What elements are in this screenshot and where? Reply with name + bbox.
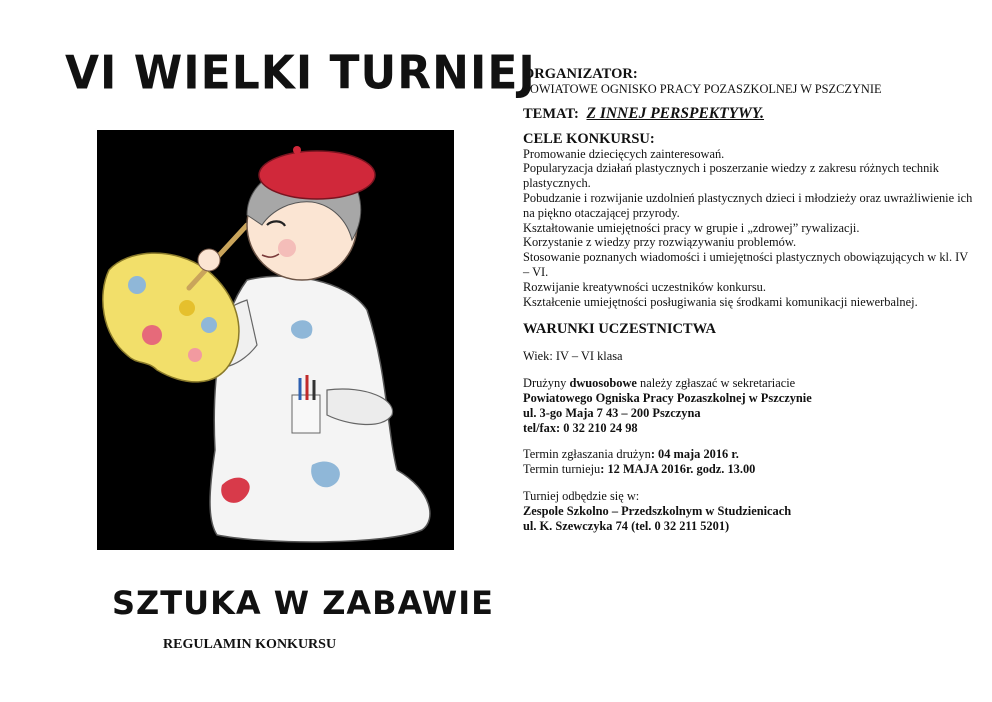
school-address: ul. 3-go Maja 7 43 – 200 Pszczyna (523, 405, 701, 420)
regulation-caption: REGULAMIN KONKURSU (163, 637, 337, 652)
deadline-line: Termin zgłaszania drużyn: 04 maja 2016 r. (523, 447, 739, 462)
topic-value: Z INNEJ PERSPEKTYWY. (586, 104, 765, 122)
goal-item: Kształtowanie umiejętności pracy w grupie i „zdrowej” rywalizacji. (523, 220, 860, 235)
organizer-heading: ORGANIZATOR: (523, 66, 638, 82)
topic-line (523, 104, 973, 122)
teams-line: Drużyny dwuosobowe należy zgłaszać w sekretariacie (523, 376, 796, 391)
venue-name: Zespole Szkolno – Przedszkolnym w Studzienicach (523, 503, 792, 518)
poster-subtitle: SZTUKA W ZABAWIE (112, 584, 494, 622)
goal-item: Popularyzacja działań plastycznych i poszerzanie wiedzy z zakresu różnych technik plastycznych. (523, 161, 939, 191)
goal-item: Kształcenie umiejętności posługiwania się środkami komunikacji niewerbalnej. (523, 294, 918, 309)
goal-item: Stosowanie poznanych wiadomości i umiejętności plastycznych obowiązujących w kl. IV – VI. (523, 250, 969, 279)
goal-item: Promowanie dziecięcych zainteresowań. (523, 146, 725, 161)
venue-address: ul. K. Szewczyka 74 (tel. 0 32 211 5201) (523, 518, 730, 533)
age-line: Wiek: IV – VI klasa (523, 349, 623, 364)
painter-illustration (97, 130, 454, 550)
school-phone: tel/fax: 0 32 210 24 98 (523, 420, 638, 435)
event-date-line: Termin turnieju: 12 MAJA 2016r. godz. 13.00 (523, 462, 756, 477)
school-name: Powiatowego Ogniska Pracy Pozaszkolnej w Pszczynie (523, 390, 812, 405)
poster-title: VI WIELKI TURNIEJ (65, 46, 536, 101)
conditions-heading: WARUNKI UCZESTNICTWA (523, 321, 716, 338)
goal-item: Pobudzanie i rozwijanie uzdolnień plastycznych dzieci i młodzieży oraz uwrażliwienie ich na piękno otaczającej przyrody. (523, 190, 973, 220)
goal-item: Korzystanie z wiedzy przy rozwiązywaniu problemów. (523, 235, 797, 250)
goals-heading: CELE KONKURSU: (523, 130, 655, 147)
info-column (523, 66, 973, 533)
venue-intro: Turniej odbędzie się w: (523, 488, 640, 503)
goal-item: Rozwijanie kreatywności uczestników konkursu. (523, 279, 766, 294)
topic-label: TEMAT: (523, 105, 579, 122)
organizer-name: POWIATOWE OGNISKO PRACY POZASZKOLNEJ W PSZCZYNIE (523, 82, 882, 96)
